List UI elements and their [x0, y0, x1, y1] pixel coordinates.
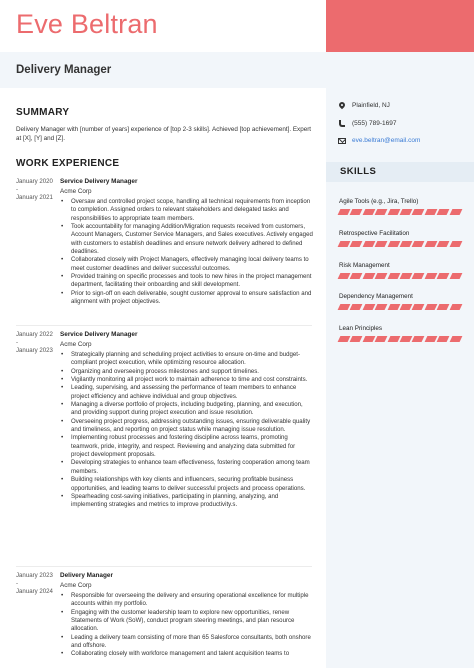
- job-role: Delivery Manager: [60, 572, 113, 579]
- skill-level-bar: [339, 273, 461, 279]
- list-item: • Provided training on specific processes and tools to new hires in the project management department, facilitating their onboarding and skill development.: [60, 273, 314, 290]
- list-item: • Took accountability for managing Addition/Migration requests received from customers, Account Managers, Customer Service Managers, and Sales executives. Actively engaged with customers to establish deadlines and ensure network delivery adhered to defined deadlines.: [60, 223, 314, 256]
- job-start-date: January 2023: [16, 572, 53, 579]
- summary-text: Delivery Manager with [number of years] experience of [top 2-3 skills]. Achieved [top achievement]. Expert at [X], [Y] and [Z].: [16, 126, 312, 143]
- email-link[interactable]: eve.beltran@email.com: [352, 137, 421, 144]
- job-start-date: January 2022: [16, 331, 53, 338]
- phone-icon: [338, 119, 347, 128]
- job-divider: [16, 566, 312, 567]
- list-item: • Managing a diverse portfolio of projects, including budgeting, planning, and execution, and providing support during project execution and issue resolution.: [60, 401, 314, 418]
- job-dates: [16, 331, 53, 355]
- list-item: • Leading a delivery team consisting of more than 65 Salesforce consultants, both onshore and offshore.: [60, 634, 314, 651]
- job-title: Delivery Manager: [16, 64, 112, 76]
- work-experience-heading: WORK EXPERIENCE: [16, 158, 120, 169]
- phone-text: (555) 789-1697: [352, 120, 397, 127]
- list-item: • Developing strategies to enhance team effectiveness, fostering cooperation among team members.: [60, 459, 314, 476]
- job-company: Acme Corp: [60, 582, 92, 589]
- candidate-name: Eve Beltran: [16, 9, 158, 39]
- location-pin-icon: [338, 101, 347, 110]
- date-separator: -: [16, 186, 19, 193]
- job-end-date: January 2021: [16, 194, 53, 201]
- job-bullets: [60, 351, 314, 510]
- list-item: • Prior to sign-off on each deliverable, sought customer approval to ensure satisfaction and alignment with project objectives.: [60, 290, 314, 307]
- skills-heading: SKILLS: [340, 166, 377, 177]
- email-icon: [338, 136, 347, 145]
- job-dates: [16, 178, 53, 202]
- skill-name: Agile Tools (e.g., Jira, Trello): [339, 198, 419, 205]
- contact-location: [338, 101, 390, 110]
- skill-name: Dependency Management: [339, 293, 413, 300]
- list-item: • Engaging with the customer leadership team to explore new opportunities, renew Statements of Work (SoW), conduct program steering meetings, and plan resource allocation.: [60, 609, 314, 634]
- list-item: • Collaborating closely with workforce management and talent acquisition teams to: [60, 650, 314, 658]
- list-item: • Strategically planning and scheduling project activities to ensure on-time and budget-compliant project execution, while optimizing resource allocation.: [60, 351, 314, 368]
- header-accent-block: [326, 0, 474, 52]
- job-company: Acme Corp: [60, 188, 92, 195]
- summary-heading: SUMMARY: [16, 107, 70, 118]
- job-start-date: January 2020: [16, 178, 53, 185]
- list-item: • Building relationships with key clients and influencers, securing profitable business opportunities, and leading teams to deliver successful projects and process operations.: [60, 476, 314, 493]
- location-text: Plainfield, NJ: [352, 102, 390, 109]
- skill-level-bar: [339, 336, 461, 342]
- job-role: Service Delivery Manager: [60, 178, 138, 185]
- skill-name: Risk Management: [339, 262, 390, 269]
- date-separator: -: [16, 339, 19, 346]
- skill-level-bar: [339, 241, 461, 247]
- list-item: • Spearheading cost-saving initiatives, participating in planning, analyzing, and implementing strategies and metrics to improve productivity.s.: [60, 493, 314, 510]
- contact-email[interactable]: [338, 136, 420, 145]
- skill-level-bar: [339, 209, 461, 215]
- list-item: • Overseeing project progress, addressing outstanding issues, ensuring deliverable quality and timeliness, and reporting on project status while managing issue resolution.: [60, 418, 314, 435]
- job-bullets: [60, 198, 314, 306]
- job-role: Service Delivery Manager: [60, 331, 138, 338]
- job-dates: [16, 572, 53, 596]
- list-item: • Vigilantly monitoring all project work to maintain adherence to time and cost constraints.: [60, 376, 314, 384]
- list-item: • Responsible for overseeing the delivery and ensuring operational excellence for multiple accounts within my portfolio.: [60, 592, 314, 609]
- list-item: • Oversaw and controlled project scope, handling all technical requirements from inception to completion. Assigned orders to relevant stakeholders and delegated tasks and responsibilities to appropriate team members.: [60, 198, 314, 223]
- job-divider: [16, 325, 312, 326]
- date-separator: -: [16, 580, 19, 587]
- job-company: Acme Corp: [60, 341, 92, 348]
- contact-phone: [338, 119, 396, 128]
- job-end-date: January 2023: [16, 347, 53, 354]
- list-item: • Leading, supervising, and assessing the performance of team members to enhance project efficiency and achieve individual and group objectives.: [60, 384, 314, 401]
- skill-name: Retrospective Facilitation: [339, 230, 410, 237]
- job-end-date: January 2024: [16, 588, 53, 595]
- skill-level-bar: [339, 304, 461, 310]
- skill-name: Lean Principles: [339, 325, 383, 332]
- list-item: • Organizing and overseeing process milestones and support timelines.: [60, 368, 314, 376]
- job-bullets: [60, 592, 314, 659]
- list-item: • Collaborated closely with Project Managers, effectively managing local delivery teams to meet customer deadlines and deliver successful outcomes.: [60, 256, 314, 273]
- list-item: • Implementing robust processes and fostering discipline across teams, promoting teamwork, pride, integrity, and respect. Reviewing and analyzing data submitted for project development proposals.: [60, 434, 314, 459]
